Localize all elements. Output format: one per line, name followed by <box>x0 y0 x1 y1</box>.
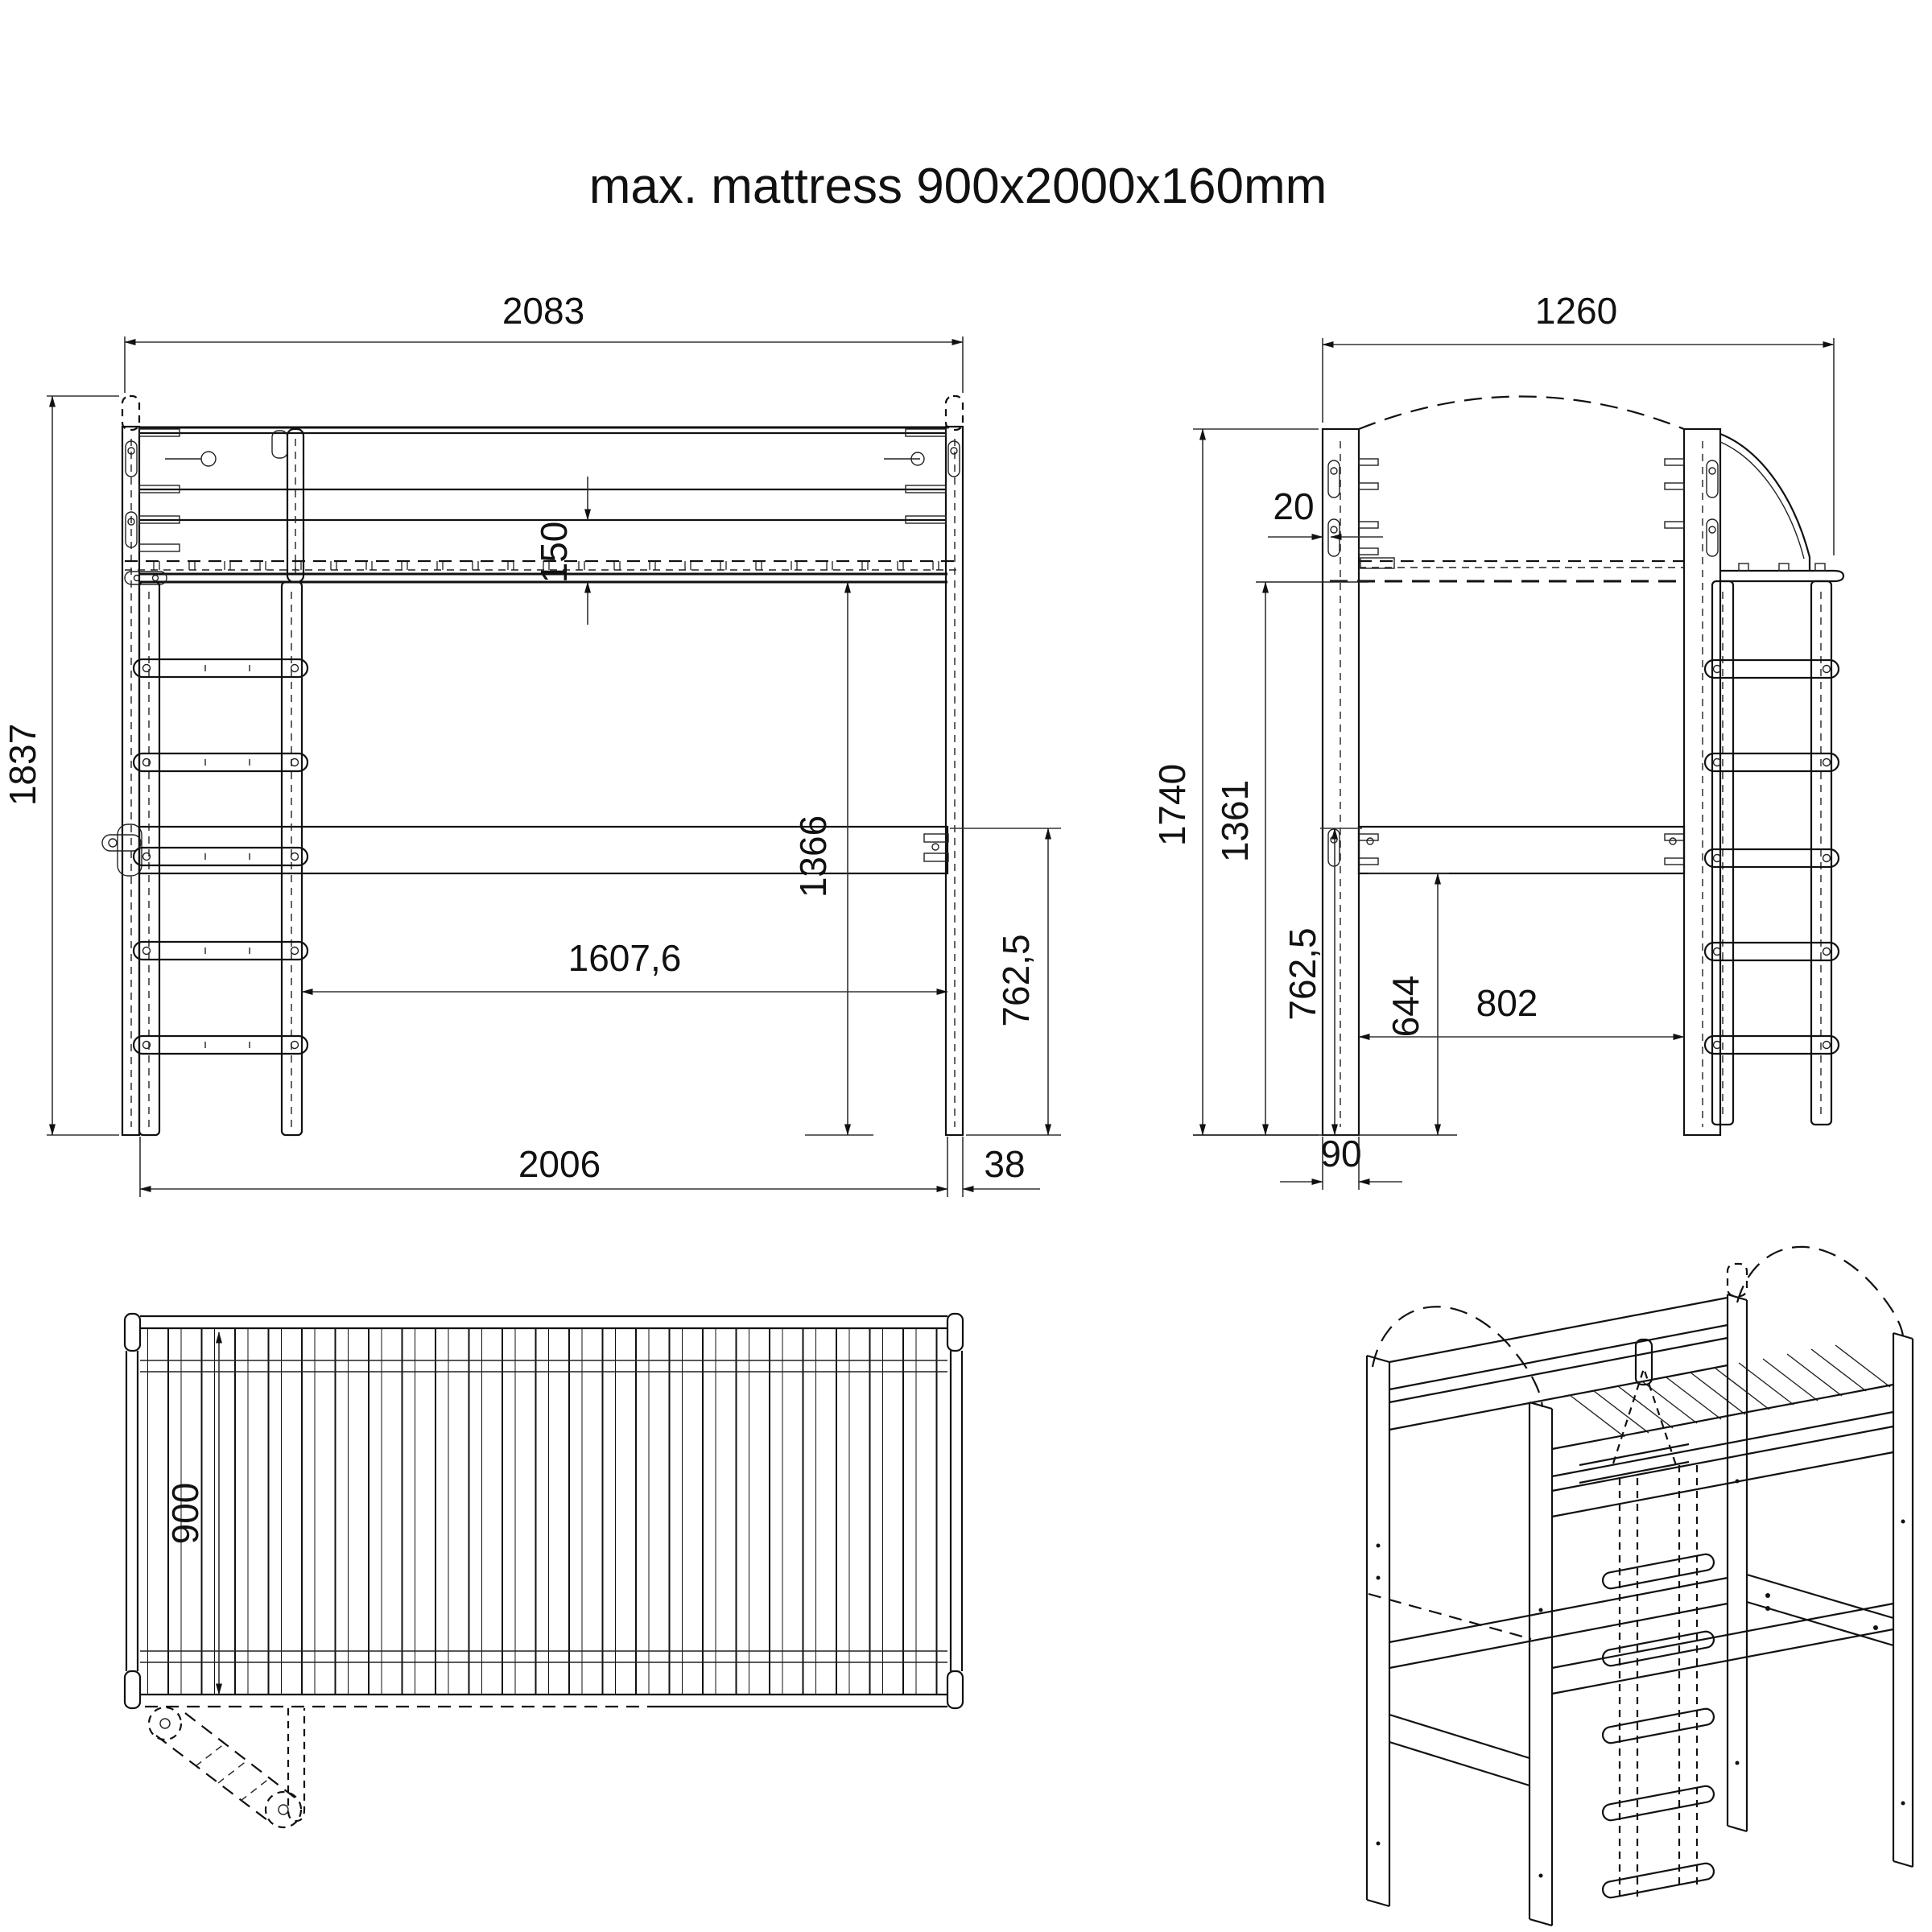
side-ladder <box>1705 434 1843 1125</box>
dim-front-side-rail-height: 762,5 <box>995 934 1037 1027</box>
dim-side-rail-height: 762,5 <box>1282 927 1323 1021</box>
iso-ladder-rungs <box>1601 1553 1715 1899</box>
iso-lower-rails <box>1389 1575 1893 1785</box>
iso-right-headboard-arc <box>1737 1247 1903 1336</box>
dim-side-board-offset: 20 <box>1273 485 1315 527</box>
front-left-post <box>122 396 139 1135</box>
iso-back-left-post <box>1367 1356 1389 1906</box>
iso-front-rails <box>1552 1385 1893 1517</box>
front-ladder <box>134 582 308 1135</box>
side-ladder-rungs <box>1705 660 1839 1054</box>
dim-front-total-width: 2083 <box>502 290 585 332</box>
top-slats <box>140 1328 947 1695</box>
iso-view <box>1367 1247 1913 1926</box>
side-headboard-arc <box>1359 397 1684 430</box>
dim-front-inner-width: 1607,6 <box>568 937 682 979</box>
iso-left-headboard-bottom <box>1368 1594 1531 1639</box>
iso-posts <box>1367 1294 1913 1926</box>
iso-left-headboard-arc <box>1373 1307 1542 1407</box>
dim-front-total-height: 1837 <box>2 723 43 807</box>
iso-front-left-post <box>1530 1402 1552 1926</box>
dim-side-total-depth: 1260 <box>1534 290 1618 332</box>
side-left-post <box>1323 429 1378 1135</box>
iso-front-right-post <box>1893 1333 1913 1867</box>
drawing-title: max. mattress 900x2000x160mm <box>588 159 1327 214</box>
dim-front-base-width: 2006 <box>518 1143 601 1185</box>
dim-side-total-height: 1740 <box>1151 763 1193 847</box>
front-view <box>2 290 1061 1197</box>
front-guard-divider <box>272 429 303 582</box>
front-view-dimensions <box>2 290 1061 1197</box>
side-handrail <box>1720 434 1810 571</box>
front-right-post <box>946 396 963 1135</box>
dim-side-platform-height: 1361 <box>1214 779 1256 863</box>
dim-side-under-rail: 644 <box>1385 975 1426 1038</box>
dim-top-mattress-width: 900 <box>164 1482 206 1545</box>
dim-side-inner-depth: 802 <box>1476 982 1538 1024</box>
iso-back-rails <box>1389 1298 1728 1430</box>
top-view <box>125 1314 963 1827</box>
side-view <box>1151 290 1843 1190</box>
top-folded-ladder <box>149 1707 304 1827</box>
iso-back-right-post <box>1728 1294 1747 1831</box>
dim-front-under-platform: 1366 <box>792 815 834 898</box>
side-platform-lines <box>1256 558 1684 582</box>
side-crossbar <box>1359 827 1684 873</box>
dim-front-post-width: 38 <box>984 1143 1026 1185</box>
dim-side-post-depth: 90 <box>1320 1133 1362 1174</box>
side-view-dimensions <box>1151 290 1834 1190</box>
dim-front-rail-to-platform: 150 <box>533 521 575 584</box>
iso-post-cap <box>1728 1264 1747 1296</box>
